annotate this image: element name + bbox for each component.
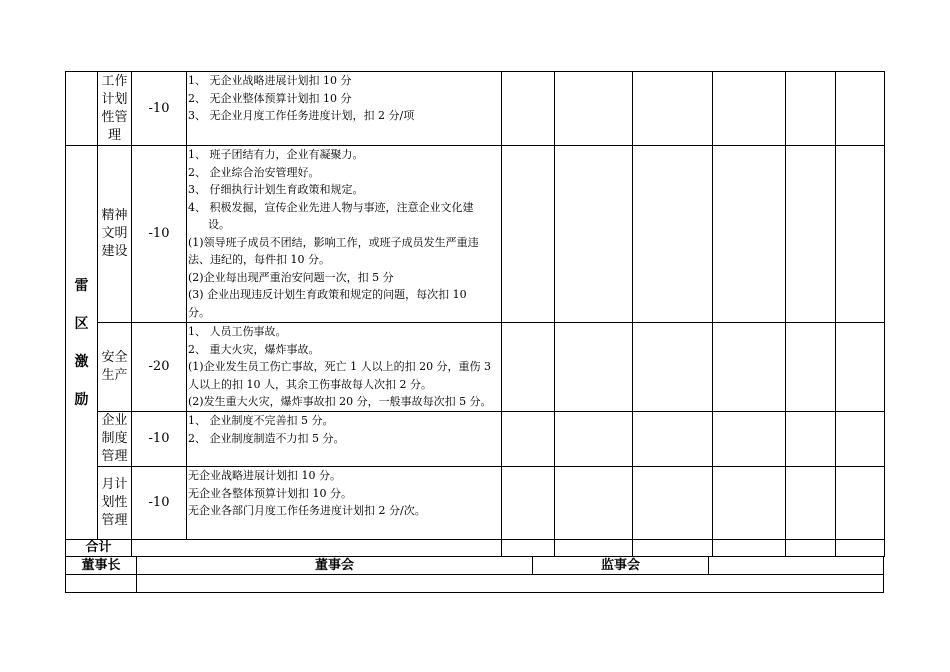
criteria-line: 1、 无企业战略进展计划扣 10 分 (188, 74, 352, 87)
empty-cell (836, 323, 885, 412)
empty-cell (786, 467, 836, 540)
row-system (66, 412, 885, 467)
criteria-line: 无企业各部门月度工作任务进度计划扣 2 分/次。 (188, 504, 426, 517)
signature-table (65, 556, 884, 593)
empty-cell (713, 467, 786, 540)
criteria-line: 分。 (188, 305, 210, 319)
row-spiritual (66, 146, 885, 323)
criteria-line: 2、 重大火灾，爆炸事故。 (188, 342, 320, 356)
signature-blank (709, 557, 884, 575)
category-cell-blank (66, 72, 98, 146)
empty-cell (555, 540, 633, 557)
empty-cell (836, 412, 885, 467)
criteria-line: 2、 企业制度制造不力扣 5 分。 (188, 431, 345, 445)
criteria-line: 4、 积极发掘，宣传企业先进人物与事迹，注意企业文化建 (188, 200, 474, 214)
empty-cell (713, 323, 786, 412)
empty-cell (786, 323, 836, 412)
signature-header-row (66, 557, 884, 575)
empty-cell (633, 412, 713, 467)
score-value: -10 (132, 412, 187, 467)
criteria-line: 设。 (208, 218, 230, 231)
item-name: 月计 划性 管理 (98, 467, 132, 540)
empty-cell (502, 146, 555, 323)
chairman-signature-field[interactable] (66, 575, 137, 593)
score-value: -20 (132, 323, 187, 412)
criteria-line: 1、 企业制度不完善扣 5 分。 (188, 414, 334, 427)
empty-cell (836, 72, 885, 146)
criteria-line: 无企业战略进展计划扣 10 分。 (188, 469, 341, 482)
criteria-cell (187, 323, 502, 412)
item-name: 精神 文明 建设 (98, 146, 132, 323)
criteria-line: (3) 企业出现违反计划生育政策和规定的问题，每次扣 10 (188, 288, 467, 301)
score-value: -10 (132, 467, 187, 540)
item-name: 企业 制度 管理 (98, 412, 132, 467)
empty-cell (836, 467, 885, 540)
row-monthly (66, 467, 885, 540)
criteria-line: (2)发生重大火灾，爆炸事故扣 20 分，一般事故每次扣 5 分。 (188, 395, 492, 408)
score-value: -10 (132, 72, 187, 146)
row-total (66, 540, 885, 557)
empty-cell (555, 323, 633, 412)
row-work-plan (66, 72, 885, 146)
row-safety (66, 323, 885, 412)
empty-cell (502, 72, 555, 146)
empty-cell (555, 146, 633, 323)
evaluation-table (65, 71, 885, 557)
criteria-line: 人以上的扣 10 人，其余工伤事故每人次扣 2 分。 (188, 377, 432, 391)
total-cell (132, 540, 502, 557)
empty-cell (713, 540, 786, 557)
supervisors-label: 监事会 (533, 557, 709, 575)
item-name: 安全 生产 (98, 323, 132, 412)
empty-cell (555, 72, 633, 146)
empty-cell (786, 540, 836, 557)
empty-cell (633, 467, 713, 540)
empty-cell (502, 323, 555, 412)
chairman-label: 董事长 (66, 557, 137, 575)
empty-cell (786, 412, 836, 467)
empty-cell (502, 412, 555, 467)
empty-cell (836, 540, 885, 557)
board-signature-field[interactable] (137, 575, 884, 593)
empty-cell (713, 146, 786, 323)
criteria-line: 法、违纪的，每件扣 10 分。 (188, 253, 330, 266)
empty-cell (633, 323, 713, 412)
empty-cell (713, 72, 786, 146)
criteria-line: 2、 企业综合治安管理好。 (188, 165, 320, 179)
total-label: 合计 (66, 540, 132, 557)
empty-cell (555, 412, 633, 467)
criteria-line: (1)领导班子成员不团结，影响工作，或班子成员发生严重违 (188, 235, 479, 249)
empty-cell (502, 467, 555, 540)
criteria-line: 无企业各整体预算计划扣 10 分。 (188, 486, 352, 500)
criteria-line: 3、 无企业月度工作任务进度计划，扣 2 分/项 (188, 109, 415, 122)
empty-cell (633, 72, 713, 146)
criteria-cell (187, 146, 502, 323)
criteria-line: (2)企业每出现严重治安问题一次，扣 5 分 (188, 270, 394, 284)
empty-cell (786, 72, 836, 146)
signature-field-row (66, 575, 884, 593)
empty-cell (713, 412, 786, 467)
empty-cell (502, 540, 555, 557)
criteria-cell (187, 72, 502, 146)
criteria-line: 1、 班子团结有力，企业有凝聚力。 (188, 148, 364, 161)
empty-cell (786, 146, 836, 323)
item-name: 工作 计划 性管 理 (98, 72, 132, 146)
empty-cell (633, 146, 713, 323)
board-label: 董事会 (137, 557, 533, 575)
criteria-line: (1)企业发生员工伤亡事故，死亡 1 人以上的扣 20 分，重伤 3 (188, 360, 492, 373)
score-value: -10 (132, 146, 187, 323)
empty-cell (836, 146, 885, 323)
criteria-cell (187, 467, 502, 540)
empty-cell (633, 540, 713, 557)
criteria-line: 1、 人员工伤事故。 (188, 325, 287, 338)
empty-cell (555, 467, 633, 540)
criteria-line: 2、 无企业整体预算计划扣 10 分 (188, 91, 352, 105)
criteria-cell (187, 412, 502, 467)
criteria-line: 3、 仔细执行计划生育政策和规定。 (188, 183, 364, 196)
category-label: 雷 区 激 励 (66, 146, 98, 540)
